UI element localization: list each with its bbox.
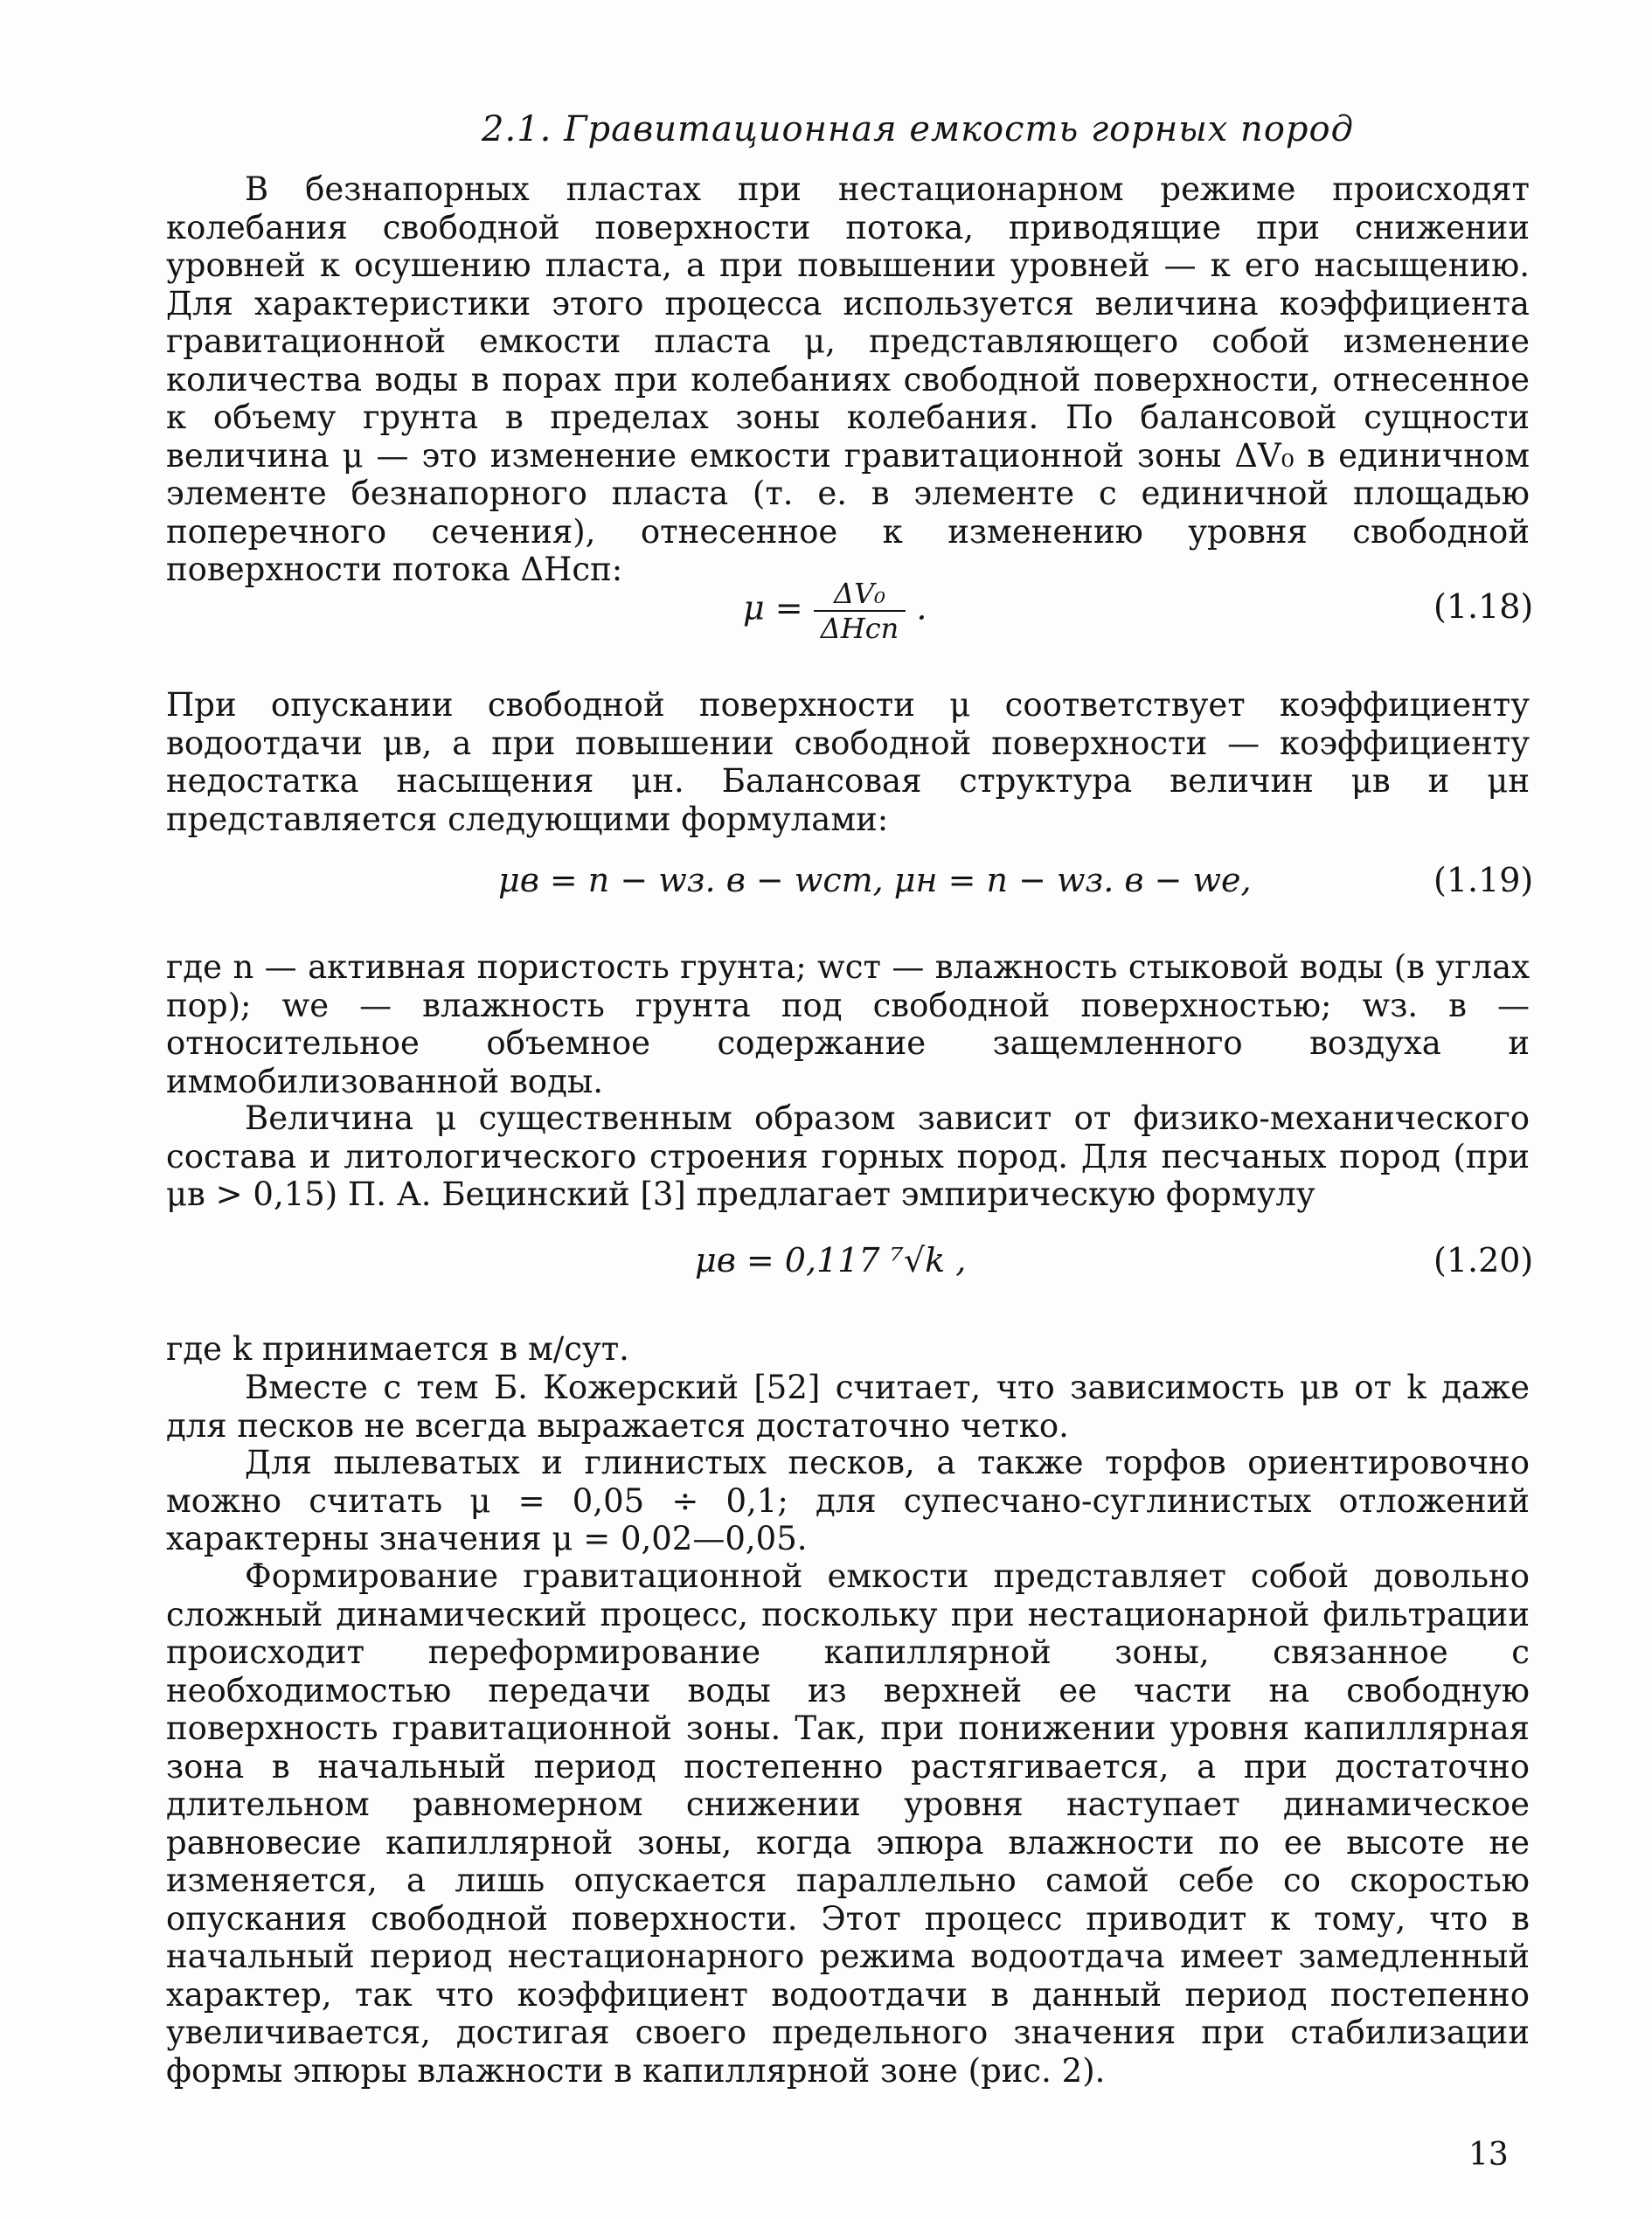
equation-1-20: μв = 0,117 ⁷√k , xyxy=(695,1241,967,1279)
equation-1-19: μв = n − wз. в − wст, μн = n − wз. в − wе, xyxy=(498,861,1252,899)
section-heading: 2.1. Гравитационная емкость горных пород xyxy=(482,109,1354,149)
paragraph-water-yield: При опускании свободной поверхности μ соответствует коэффициенту водоотдачи μв, а при повышении свободной поверхности — коэффициенту недостатка насыщения μн. Балансовая структура величин μв и μн представляется следующими формулами: xyxy=(166,686,1530,838)
equation-1-20-number: (1.20) xyxy=(1433,1241,1534,1279)
paragraph-silty-sands: Для пылеватых и глинистых песков, а также торфов ориентировочно можно считать μ = 0,05 ÷ 0,1; для супесчано-суглинистых отложений характерны значения μ = 0,02—0,05. xyxy=(166,1444,1530,1557)
equation-1-18-number: (1.18) xyxy=(1433,587,1534,626)
page-number: 13 xyxy=(1468,2137,1509,2173)
equation-1-18-lhs: μ = xyxy=(743,588,814,628)
paragraph-formation: Формирование гравитационной емкости представляет собой довольно сложный динамический процесс, поскольку при нестационарной фильтрации происходит переформирование капиллярной зоны, связанное с необходимостью передачи воды из верхней ее части на свободную поверхность гравитационной зоны. Так, при понижении уровня капиллярная зона в начальный период постепенно растягивается, а при достаточно длительном равномерном снижении уровня наступает динамическое равновесие капиллярной зоны, когда эпюра влажности по ее высоте не изменяется, а лишь опускается параллельно самой себе со скоростью опускания свободной поверхности. Этот процесс приводит к тому, что в начальный период нестационарного режима водоотдача имеет замедленный характер, так что коэффициент водоотдачи в данный период постепенно увеличивается, достигая своего предельного значения при стабилизации формы эпюры влажности в капиллярной зоне (рис. 2). xyxy=(166,1557,1530,2090)
equation-1-18-tail: . xyxy=(906,588,927,628)
paragraph-intro: В безнапорных пластах при нестационарном режиме происходят колебания свободной поверхности потока, приводящие при снижении уровней к осушению пласта, а при повышении уровней — к его насыщению. Для характеристики этого процесса используется величина коэффициента гравитационной емкости пласта μ, представляющего собой изменение количества воды в порах при колебаниях свободной поверхности, отнесенное к объему грунта в пределах зоны колебания. По балансовой сущности величина μ — это изменение емкости гравитационной зоны ΔV₀ в единичном элементе безнапорного пласта (т. е. в элементе с единичной площадью поперечного сечения), отнесенное к изменению уровня свободной поверхности потока ΔHсп: xyxy=(166,170,1530,588)
equation-1-18 xyxy=(743,577,927,645)
paragraph-definitions: где n — активная пористость грунта; wст — влажность стыковой воды (в углах пор); wе — влажность грунта под свободной поверхностью; wз. в — относительное объемное содержание защемленного воздуха и иммобилизованной воды. xyxy=(166,948,1530,1100)
equation-1-19-number: (1.19) xyxy=(1433,861,1534,899)
paragraph-empirical: Величина μ существенным образом зависит от физико-механического состава и литологического строения горных пород. Для песчаных пород (при μв > 0,15) П. А. Бецинский [3] предлагает эмпирическую формулу xyxy=(166,1099,1530,1213)
equation-1-18-denominator: ΔHсп xyxy=(820,612,899,645)
paragraph-units: где k принимается в м/сут. xyxy=(166,1330,629,1368)
equation-1-18-numerator: ΔV₀ xyxy=(814,577,906,612)
equation-1-18-fraction xyxy=(814,577,906,645)
paragraph-kozherski: Вместе с тем Б. Кожерский [52] считает, что зависимость μв от k даже для песков не всегда выражается достаточно четко. xyxy=(166,1369,1530,1445)
